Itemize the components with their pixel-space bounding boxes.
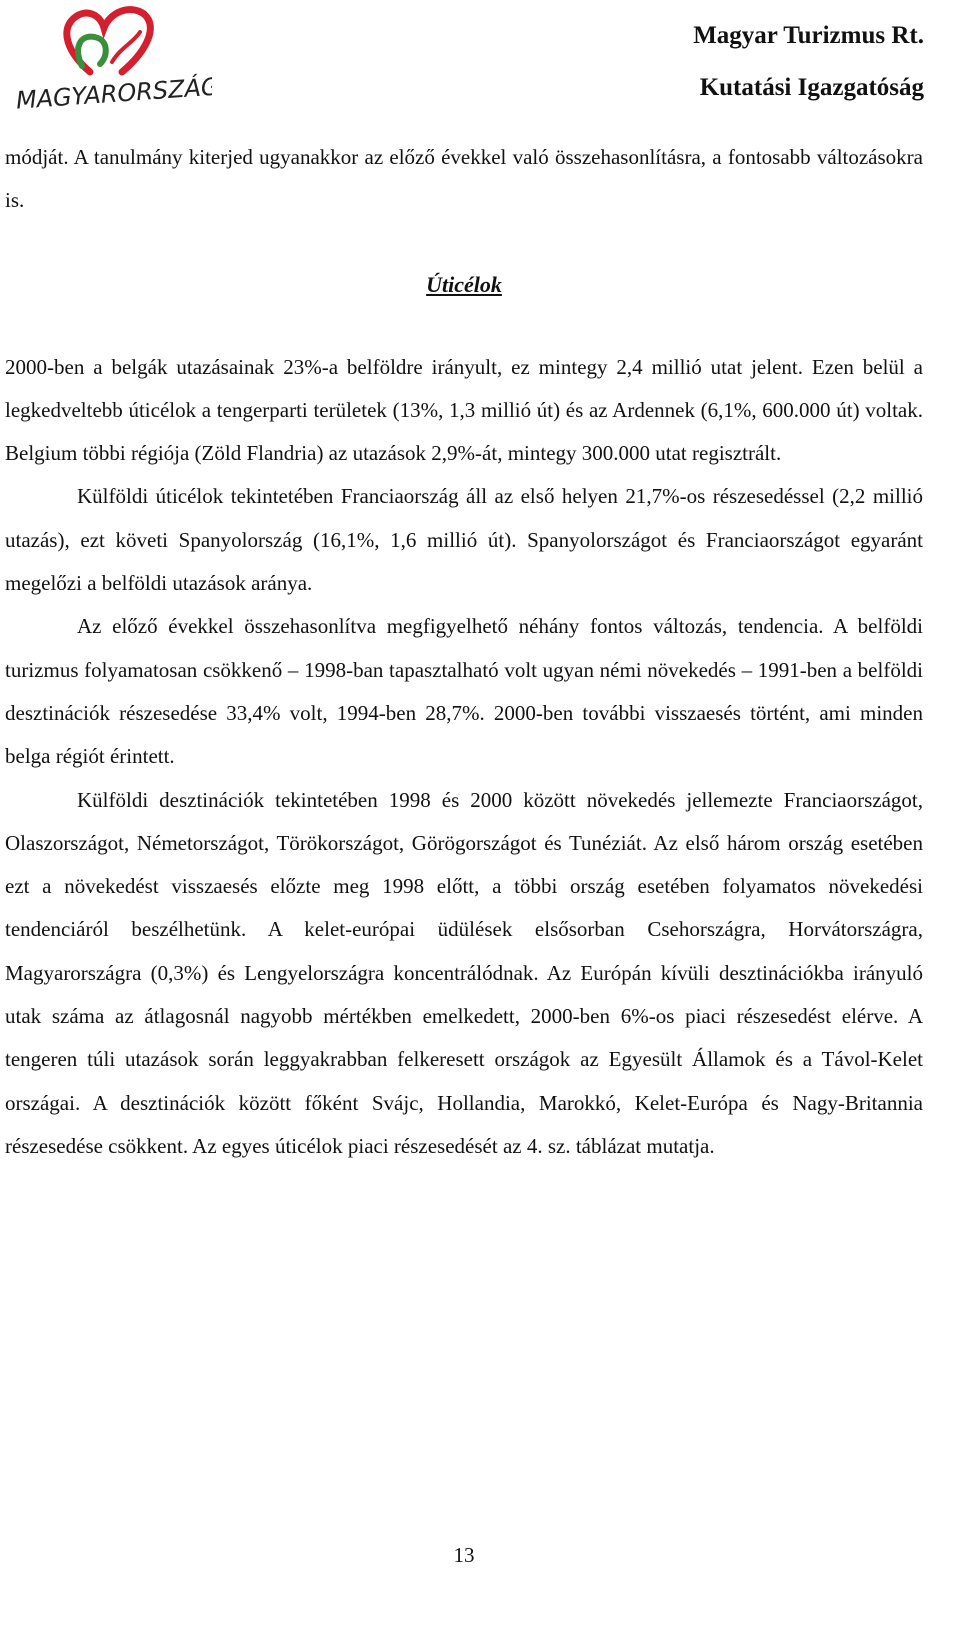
logo-wordmark: MAGYARORSZÁG	[15, 72, 212, 115]
page-number: 13	[453, 1543, 475, 1567]
org-department: Kutatási Igazgatóság	[699, 74, 924, 101]
paragraph-foreign: Külföldi úticélok tekintetében Franciaország áll az első helyen 21,7%-os részesedéssel (2,2 millió utazás), ezt követi Spanyolország (16,1%, 1,6 millió út). Spanyolországot és Franciaországot egyaránt megelőzi a belföldi utazások aránya.	[5, 484, 923, 596]
paragraph-destinations: Külföldi desztinációk tekintetében 1998 és 2000 között növekedés jellemezte Franciaországot, Olaszországot, Németországot, Törökországot, Görögországot és Tunéziát. Az első három ország esetében ezt a növekedést visszaesés előzte meg 1998 előtt, a többi ország esetében folyamatos növekedési tendenciáról beszélhetünk. A kelet-európai üdülések elsősorban Csehországra, Horvátországra, Magyarországra (0,3%) és Lengyelországra koncentrálódnak. Az Európán kívüli desztinációkba irányuló utak száma az átlagosnál nagyobb mértékben emelkedett, 2000-ben 6%-os piaci részesedést elérve. A tengeren túli utazások során leggyakrabban felkeresett országok az Egyesült Államok és a Távol-Kelet országai. A desztinációk között főként Svájc, Hollandia, Marokkó, Kelet-Európa és Nagy-Britannia részesedése csökkent. Az egyes úticélok piaci részesedését az 4. sz. táblázat mutatja.	[5, 787, 923, 1158]
heart-logo-icon	[12, 2, 212, 120]
paragraph-trends: Az előző évekkel összehasonlítva megfigyelhető néhány fontos változás, tendencia. A belföldi turizmus folyamatosan csökkenő – 1998-ban tapasztalható volt ugyan némi növekedés – 1991-ben a belföldi desztinációk részesedése 33,4% volt, 1994-ben 28,7%. 2000-ben további visszaesés történt, ami minden belga régiót érintett.	[5, 614, 923, 769]
intro-paragraph: módját. A tanulmány kiterjed ugyanakkor az előző évekkel való összehasonlításra, a fontosabb változásokra is.	[5, 145, 923, 213]
document-body	[5, 136, 923, 1168]
section-heading: Úticélok	[426, 271, 502, 297]
magyarorszag-logo	[12, 2, 212, 120]
organization-header	[693, 10, 924, 114]
paragraph-domestic: 2000-ben a belgák utazásainak 23%-a belföldre irányult, ez mintegy 2,4 millió utat jelent. Ezen belül a legkedveltebb úticélok a tengerparti területek (13%, 1,3 millió út) és az Ardennek (6,1%, 600.000 út) voltak. Belgium többi régiója (Zöld Flandria) az utazások 2,9%-át, mintegy 300.000 utat regisztrált.	[5, 354, 923, 466]
org-name: Magyar Turizmus Rt.	[693, 22, 924, 49]
